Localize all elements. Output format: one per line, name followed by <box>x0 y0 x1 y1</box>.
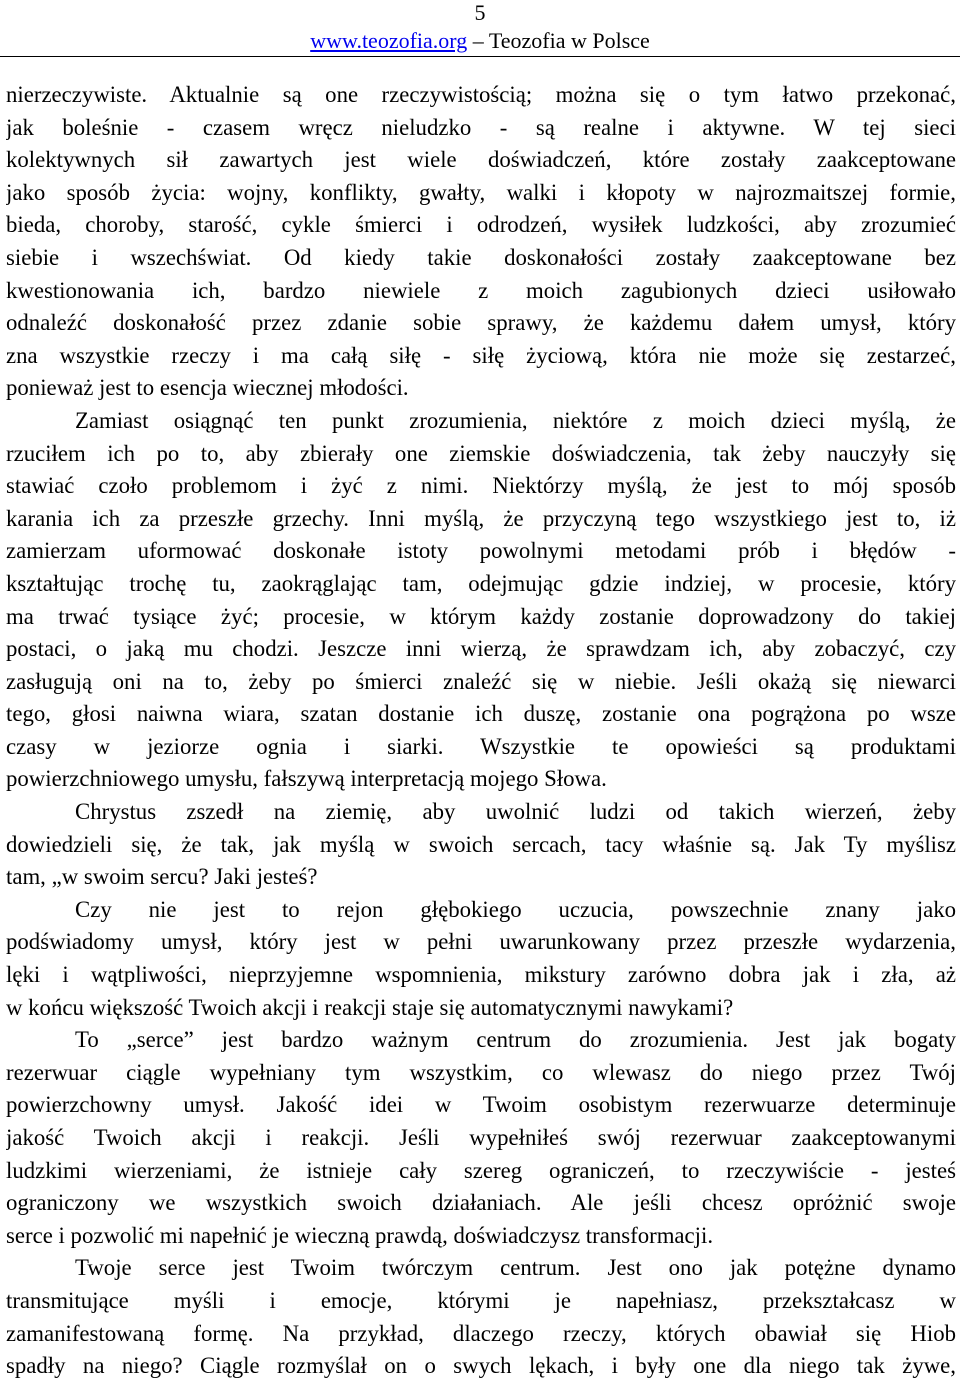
text-line: Czy nie jest to rejon głębokiego uczucia, powszechnie znany jako <box>75 896 956 922</box>
text-line: stawiać czoło problemom i żyć z nimi. Niektórzy myślą, że jest to mój sposób <box>6 473 956 499</box>
text-line: rezerwuar ciągle wypełniany tym wszystkim, co wlewasz do niego przez Twój <box>6 1059 956 1085</box>
text-line: spadły na niego? Ciągle rozmyślał on o swych lękach, i były one dla niego tak żywe, <box>6 1353 956 1379</box>
header-separator: – <box>467 28 489 53</box>
page-number: 5 <box>474 0 486 25</box>
text-line: transmitujące myśli i emocje, którymi je napełniasz, przekształcasz w <box>6 1287 956 1313</box>
text-line: kwestionowania ich, bardzo niewiele z moich zagubionych dzieci usiłowało <box>6 277 956 303</box>
site-name: Teozofia w Polsce <box>488 28 650 53</box>
header-divider <box>0 56 960 57</box>
text-line: jakość Twoich akcji i reakcji. Jeśli wypełniłeś swój rezerwuar zaakceptowanymi <box>6 1125 956 1150</box>
site-link[interactable]: www.teozofia.org <box>310 28 468 53</box>
text-line: jak boleśnie - czasem wręcz nieludzko - są realne i aktywne. W tej sieci <box>6 114 956 140</box>
text-line: Chrystus zszedł na ziemię, aby uwolnić ludzi od takich wierzeń, żeby <box>75 799 956 825</box>
text-line: ludzkimi wierzeniami, że istnieje cały szereg ograniczeń, to rzeczywiście - jesteś <box>6 1157 956 1183</box>
text-line: bieda, choroby, starość, cykle śmierci i odrodzeń, wysiłek ludzkości, aby zrozumieć <box>6 212 956 238</box>
text-line: Zamiast osiągnąć ten punkt zrozumienia, niektóre z moich dzieci myślą, że <box>75 407 956 433</box>
document-body <box>6 79 956 1383</box>
text-line: Twoje serce jest Twoim twórczym centrum. Jest ono jak potężne dynamo <box>75 1255 956 1281</box>
text-line: zamierzam uformować doskonałe istoty powolnymi metodami prób i błędów - <box>6 538 956 564</box>
page-header <box>0 0 960 56</box>
text-line: zna wszystkie rzeczy i ma całą siłę - siłę życiową, która nie może się zestarzeć, <box>6 342 956 368</box>
text-line: podświadomy umysł, który jest w pełni uwarunkowany przez przeszłe wydarzenia, <box>6 929 956 955</box>
text-line: dowiedzieli się, że tak, jak myślą w swoich sercach, tacy właśnie są. Jak Ty myślisz <box>6 831 956 857</box>
text-line: lęki i wątpliwości, nieprzyjemne wspomnienia, mikstury zarówno dobra jak i zła, aż <box>6 962 956 988</box>
text-line: tam, „w swoim sercu? Jaki jesteś? <box>6 864 318 890</box>
text-line: powierzchniowego umysłu, fałszywą interpretacją mojego Słowa. <box>6 766 607 792</box>
text-line: To „serce” jest bardzo ważnym centrum do zrozumienia. Jest jak bogaty <box>75 1027 956 1053</box>
text-line: tego, głosi naiwna wiara, szatan dostanie ich duszę, zostanie ona pogrążona po wsze <box>6 701 956 727</box>
text-line: postaci, o jaką mu chodzi. Jeszcze inni wierzą, że sprawdzam ich, aby zobaczyć, czy <box>6 636 956 662</box>
text-line: karania ich za przeszłe grzechy. Inni myślą, że przyczyną tego wszystkiego jest to, iż <box>6 505 956 531</box>
text-line: ma trwać tysiące żyć; procesie, w którym każdy zostanie doprowadzony do takiej <box>6 603 956 629</box>
text-line: zamanifestowaną formę. Na przykład, dlaczego rzeczy, których obawiał się Hiob <box>6 1320 956 1346</box>
text-line: serce i pozwolić mi napełnić je wieczną prawdą, doświadczysz transformacji. <box>6 1222 714 1248</box>
text-line: w końcu większość Twoich akcji i reakcji staje się automatycznymi nawykami? <box>6 994 734 1020</box>
text-line: nierzeczywiste. Aktualnie są one rzeczywistością; można się o tym łatwo przekonać, <box>6 82 956 107</box>
text-line: ograniczony we wszystkich swoich działaniach. Ale jeśli chcesz opróżnić swoje <box>6 1190 956 1216</box>
text-line: rzuciłem ich po to, aby zbierały one ziemskie doświadczenia, tak żeby nauczyły się <box>6 440 956 466</box>
text-line: zasługują oni na to, żeby po śmierci znaleźć się w niebie. Jeśli okażą się niewarci <box>6 668 956 694</box>
text-line: powierzchowny umysł. Jakość idei w Twoim osobistym rezerwuarze determinuje <box>6 1092 956 1118</box>
text-line: odnaleźć doskonałość przez zdanie sobie sprawy, że każdemu dałem umysł, który <box>6 310 956 336</box>
header-site-line <box>287 28 673 54</box>
text-line: czasy w jeziorze ognia i siarki. Wszystkie te opowieści są produktami <box>6 733 956 759</box>
text-line: kształtując trochę tu, zaokrąglając tam, odejmując gdzie indziej, w procesie, który <box>6 570 956 596</box>
text-line: kolektywnych sił zawartych jest wiele doświadczeń, które zostały zaakceptowane <box>6 147 956 173</box>
text-line: ponieważ jest to esencja wiecznej młodości. <box>6 375 409 401</box>
text-line: jako sposób życia: wojny, konflikty, gwałty, walki i kłopoty w najrozmaitszej formie, <box>6 179 956 205</box>
text-line: siebie i wszechświat. Od kiedy takie doskonałości zostały zaakceptowane bez <box>6 244 956 270</box>
